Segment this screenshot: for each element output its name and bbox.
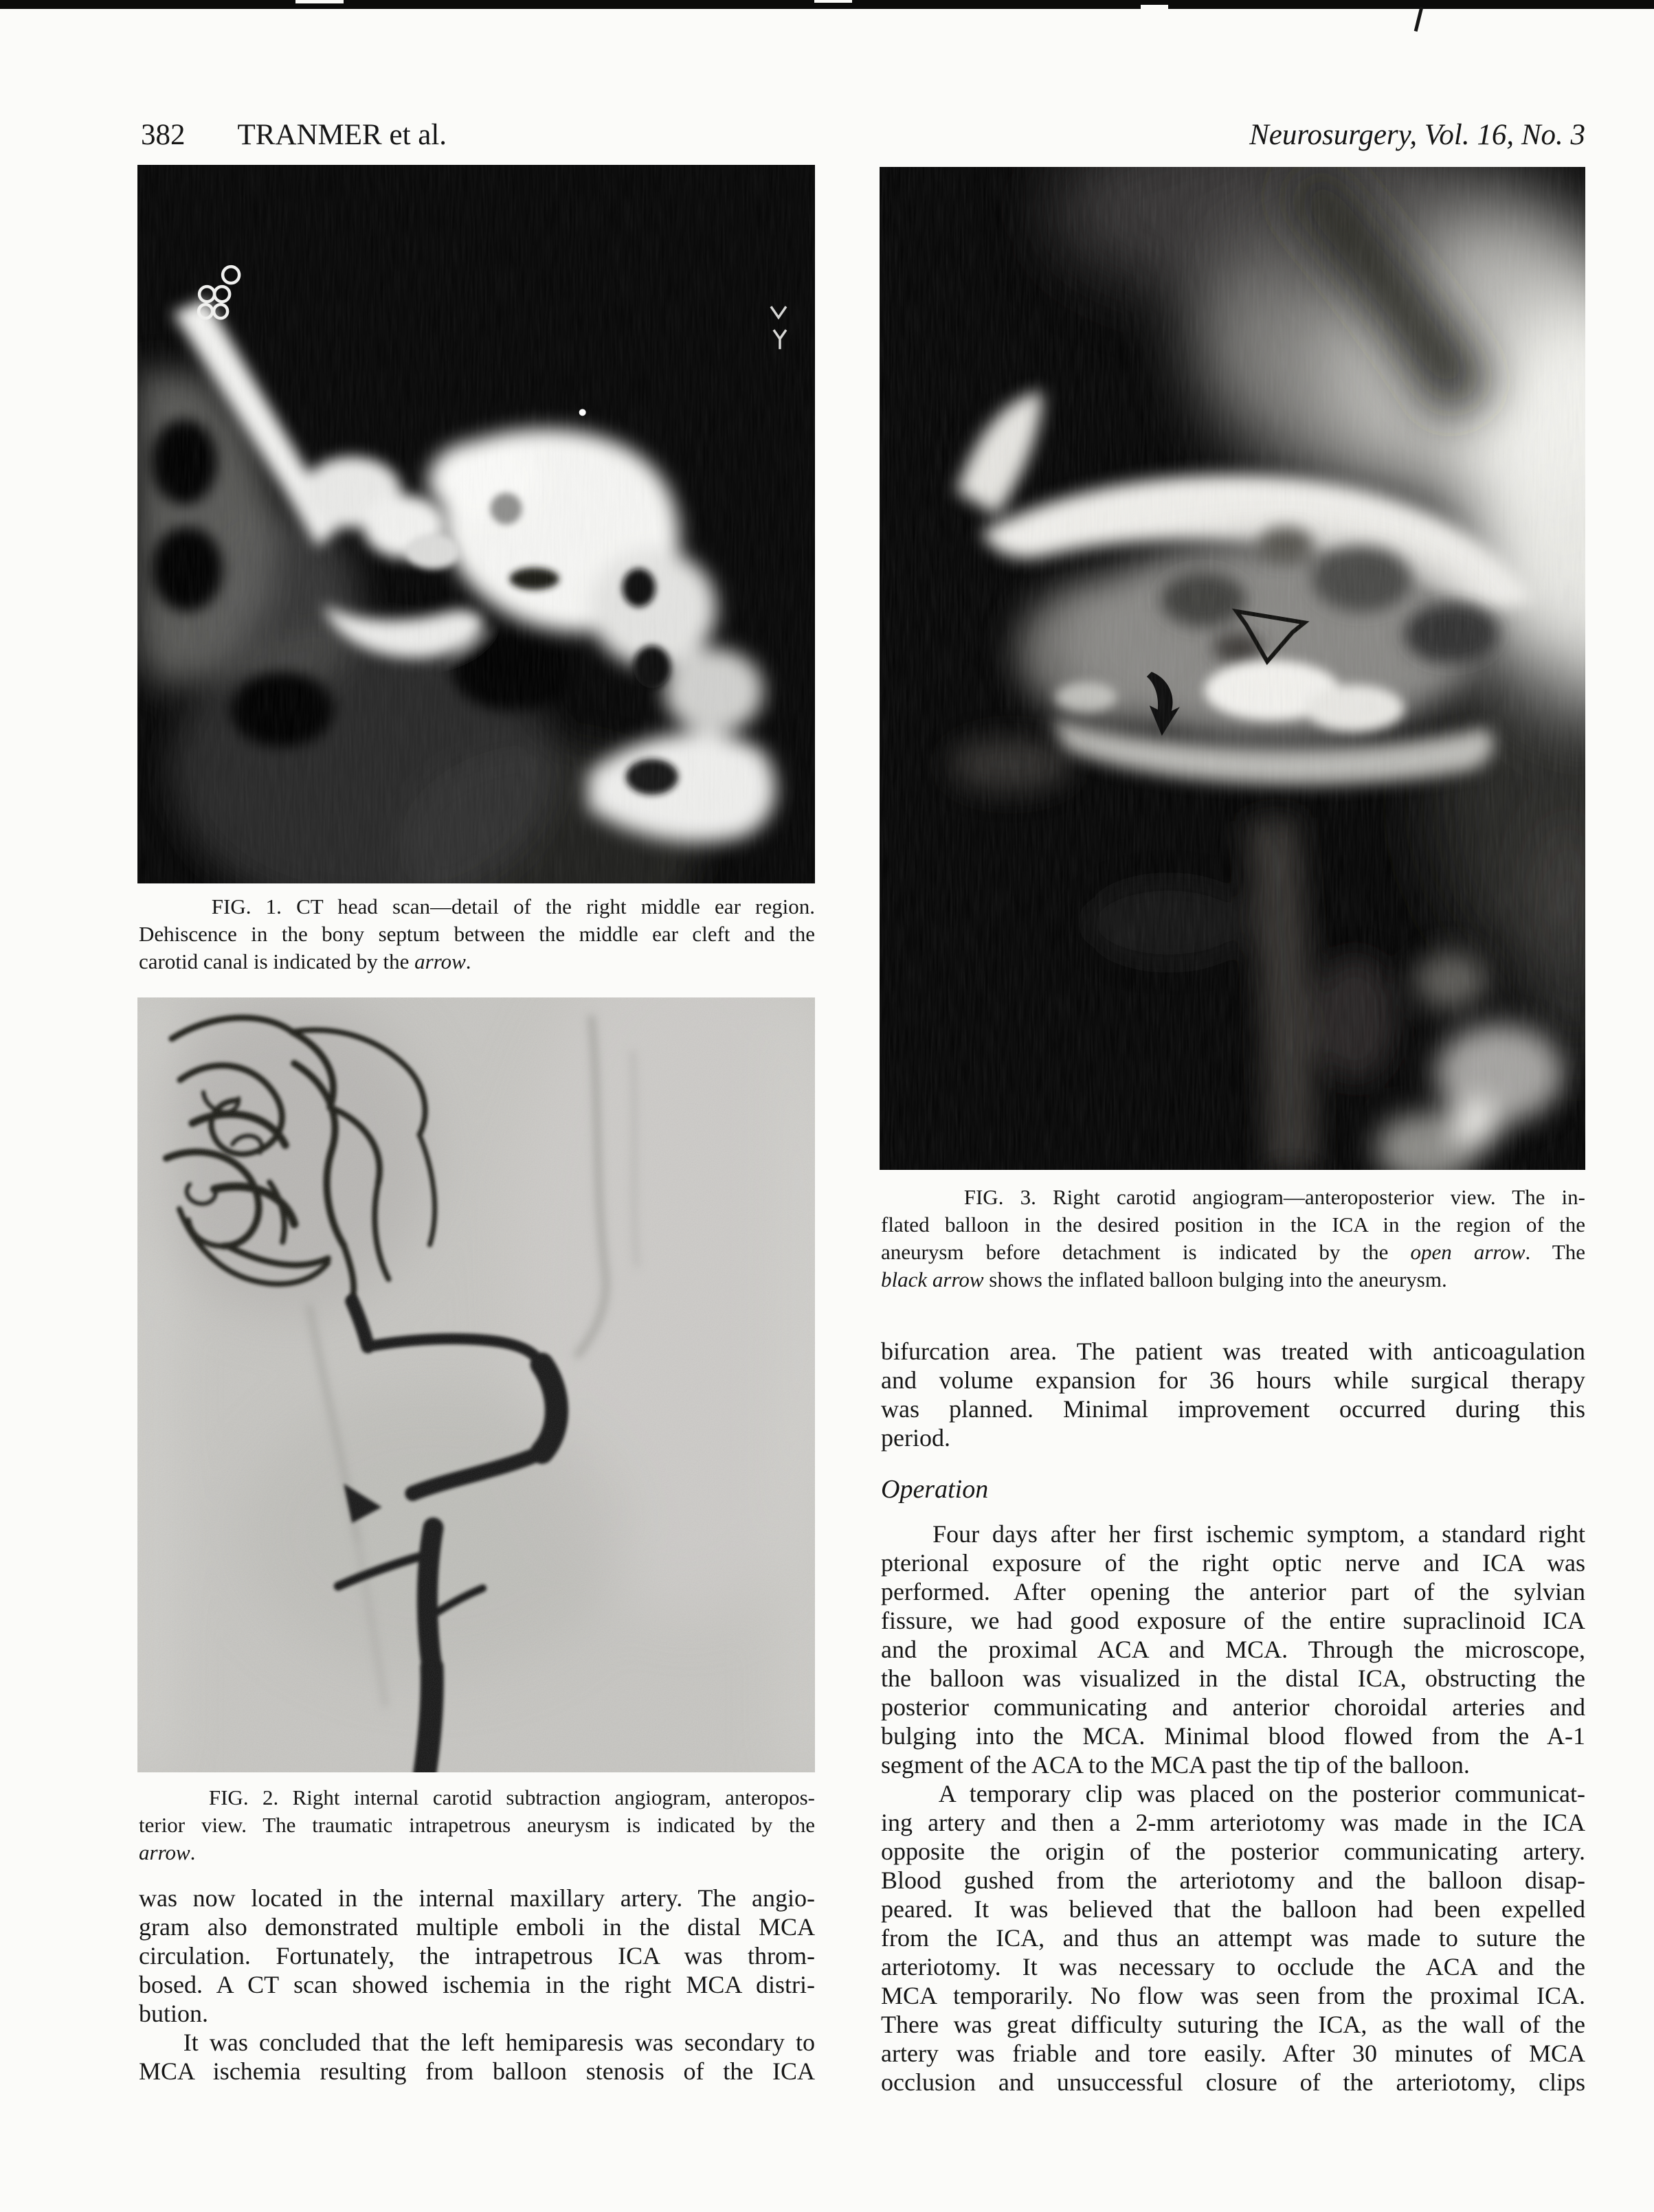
scan-bar-nick	[1141, 5, 1168, 9]
running-head-left	[141, 118, 447, 152]
figure-3	[880, 167, 1585, 1170]
fig2-angiogram-image	[137, 997, 815, 1772]
figure-2-caption: FIG. 2. Right internal carotid subtraction angiogram, anteropos- terior view. The traumatic intrapetrous aneurysm is indicated by the arrow.	[139, 1785, 815, 1864]
fig1-ct-scan-image	[137, 165, 815, 883]
scan-bar-nick	[814, 0, 852, 3]
journal-reference: Neurosurgery, Vol. 16, No. 3	[1249, 119, 1585, 151]
running-authors: TRANMER et al.	[237, 119, 447, 151]
figure-3-caption: FIG. 3. Right carotid angiogram—anteroposterior view. The in- flated balloon in the desired position in the ICA in the region of the aneurysm before detachment is indicated by the open arrow. The black arrow shows the inflated balloon bulging into the aneurysm.	[881, 1185, 1585, 1291]
scan-artifact-tick	[1414, 7, 1424, 32]
fig3-angiogram-image	[880, 167, 1585, 1170]
operation-section-heading: Operation	[881, 1475, 989, 1504]
left-column-text: was now located in the internal maxillary artery. The angio- gram also demonstrated multiple emboli in the distal MCA circulation. Fortunately, the intrapetrous ICA was throm- bosed. A CT scan showed ischemia in the right MCA distri- bution. It was concluded that the left hemiparesis was secondary to MCA ischemia resulting from balloon stenosis of the ICA	[139, 1884, 815, 2085]
right-column-text: Four days after her first ischemic symptom, a standard right pterional exposure of the right optic nerve and ICA was performed. After opening the anterior part of the sylvian fissure, we had good exposure of the entire supraclinoid ICA and the proximal ACA and MCA. Through the microscope, the balloon was visualized in the distal ICA, obstructing the posterior communicating and anterior choroidal arteries and bulging into the MCA. Minimal blood flowed from the A-1 segment of the ACA to the MCA past the tip of the balloon. A temporary clip was placed on the posterior communicat- ing artery and then a 2-mm arteriotomy was made in the ICA opposite the origin of the posterior communicating artery. Blood gushed from the arteriotomy and the balloon disap- peared. It was believed that the balloon had been expelled from the ICA, and thus an attempt was made to suture the arteriotomy. It was necessary to occlude the ACA and the MCA temporarily. No flow was seen from the proximal ICA. There was great difficulty suturing the ICA, as the wall of the artery was friable and tore easily. After 30 minutes of MCA occlusion and unsuccessful closure of the arteriotomy, clips	[881, 1520, 1585, 2096]
figure-1	[137, 165, 815, 883]
figure-1-caption: FIG. 1. CT head scan—detail of the right middle ear region. Dehiscence in the bony septum between the middle ear cleft and the carotid canal is indicated by the arrow.	[139, 894, 815, 973]
scan-edge-bar	[0, 0, 1654, 9]
scan-bar-nick	[295, 0, 344, 3]
page-number: 382	[141, 119, 186, 151]
figure-2	[137, 997, 815, 1772]
right-column-continuation-text: bifurcation area. The patient was treated with anticoagulation and volume expansion for 36 hours while surgical therapy was planned. Minimal improvement occurred during this period.	[881, 1338, 1585, 1452]
